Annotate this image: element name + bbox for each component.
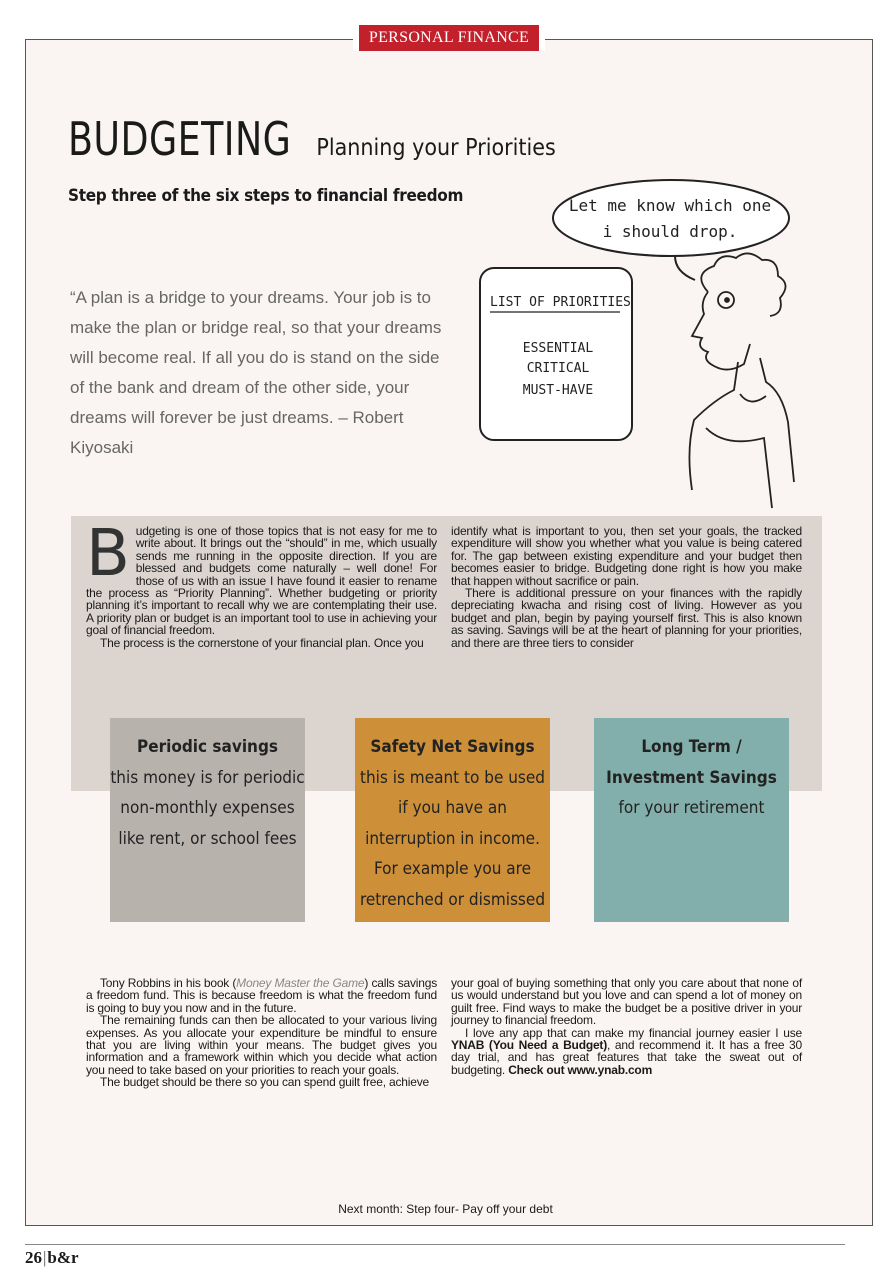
intro-p1-text: udgeting is one of those topics that is not easy for me to write about. It brings out the “should” in me, which usually sends me running in the opposite direction. If you are blessed and budgets come naturally – well done! For those of us with an issue I have found it easier to rename the process as “Priority Planning”. Whether budgeting or priority planning it’s important to recall why we are contemplating their use. A priority plan or budget is an important tool to use in achieving your goal of financial freedom. [86, 524, 437, 638]
person-collar [740, 394, 766, 402]
speech-bubble [553, 180, 789, 256]
tier-text: for your retirement [618, 798, 765, 818]
body-paragraph: your goal of buying something that only you care about that none of us would understand but you love and can spend a lot of money on guilt free. Find ways to make the budget be a positive driver in your journey to financial freedom. [451, 976, 802, 1028]
speech-line-1: Let me know which one [568, 196, 772, 215]
person-face [692, 292, 750, 370]
body-p5-pre: I love any app that can make my financial journey easier I use [465, 1025, 802, 1040]
section-tag: PERSONAL FINANCE [353, 25, 545, 51]
board-item: ESSENTIAL [522, 341, 594, 356]
body-paragraph [86, 977, 437, 1014]
tier-heading: Periodic savings [136, 737, 279, 757]
drop-cap: B [86, 517, 130, 591]
next-month-teaser: Next month: Step four- Pay off your debt [338, 1202, 553, 1216]
page-title [68, 112, 556, 166]
step-line: Step three of the six steps to financial freedom [68, 186, 464, 206]
person-hair [701, 253, 785, 316]
intro-columns [86, 517, 802, 650]
tier-text: this money is for periodic non-monthly expenses like rent, or school fees [110, 767, 305, 849]
body-paragraph [451, 1027, 802, 1077]
body-paragraph: The budget should be there so you can spend guilt free, achieve [100, 1075, 429, 1090]
person-neck-right [760, 358, 794, 482]
intro-column-right [451, 525, 802, 649]
tier-periodic-savings [110, 718, 305, 922]
speech-line-2: i should drop. [602, 222, 738, 241]
pull-quote: “A plan is a bridge to your dreams. Your job is to make the plan or bridge real, so that your dreams will become real. If all you do is stand on the side of the bank and dream of the other side, your dreams will forever be just dreams. – Robert Kiyosaki [70, 288, 442, 457]
intro-column-left [86, 517, 437, 650]
board-title: LIST OF PRIORITIES [490, 295, 631, 310]
priorities-cartoon [470, 172, 810, 512]
body-columns [86, 977, 802, 1089]
title-subtitle: Planning your Priorities [316, 135, 556, 161]
intro-paragraph: identify what is important to you, then set your goals, the tracked expenditure will show you whether what you value is being catered for. The gap between existing expenditure and your budget then becomes easier to bridge. Budgeting done right is how you make that happen without sacrifice or pain. [451, 524, 802, 588]
footer-separator: | [43, 1248, 47, 1267]
intro-paragraph: The process is the cornerstone of your financial plan. Once you [100, 635, 424, 650]
tier-safety-net-savings [355, 718, 550, 922]
body-column-left [86, 977, 437, 1089]
body-p5-mid: , and recommend it. It has a free 30 day trial, and has great features that take the sweat out of budgeting. [451, 1038, 803, 1077]
ynab-link[interactable]: Check out www.ynab.com [508, 1062, 653, 1077]
tier-long-term-savings [594, 718, 789, 922]
tier-text: this is meant to be used if you have an interruption in income. For example you are retrenched or dismissed [359, 767, 546, 910]
page-number: 26 [25, 1248, 42, 1267]
page-footer [25, 1248, 79, 1268]
body-column-right [451, 977, 802, 1089]
intro-paragraph [86, 517, 437, 638]
title-main: BUDGETING [68, 112, 292, 166]
person-pupil [725, 298, 729, 302]
magazine-brand: b&r [47, 1248, 79, 1267]
board-item: CRITICAL [526, 361, 590, 376]
board-item: MUST-HAVE [522, 383, 594, 398]
body-paragraph: The remaining funds can then be allocated to your various living expenses. As you allocate your expenditure be mindful to ensure that you are living within your means. The budget gives you information and a framework within which you decide what action you need to take based on your priorities to reach your goals. [86, 1013, 437, 1077]
app-name: YNAB (You Need a Budget) [451, 1038, 608, 1053]
person-drawing [689, 253, 794, 508]
body-p1-pre: Tony Robbins in his book ( [100, 976, 237, 990]
book-title: Money Master the Game [236, 976, 365, 990]
intro-paragraph: There is additional pressure on your finances with the rapidly depreciating kwacha and rising cost of living. However as you budget and plan, begin by paying yourself first. This is also known as saving. Savings will be at the heart of planning for your priorities, and there are three tiers to consider [451, 586, 802, 650]
tier-heading: Safety Net Savings [370, 737, 535, 757]
person-neck-left [689, 362, 738, 490]
speech-tail [675, 256, 695, 280]
tier-heading: Long Term / Investment Savings [606, 737, 777, 788]
person-arm [706, 428, 772, 508]
footer-divider [25, 1244, 845, 1245]
body-p1-post: ) calls savings a freedom fund. This is because freedom is what the freedom fund is going to buy you now and in the future. [86, 976, 438, 1015]
